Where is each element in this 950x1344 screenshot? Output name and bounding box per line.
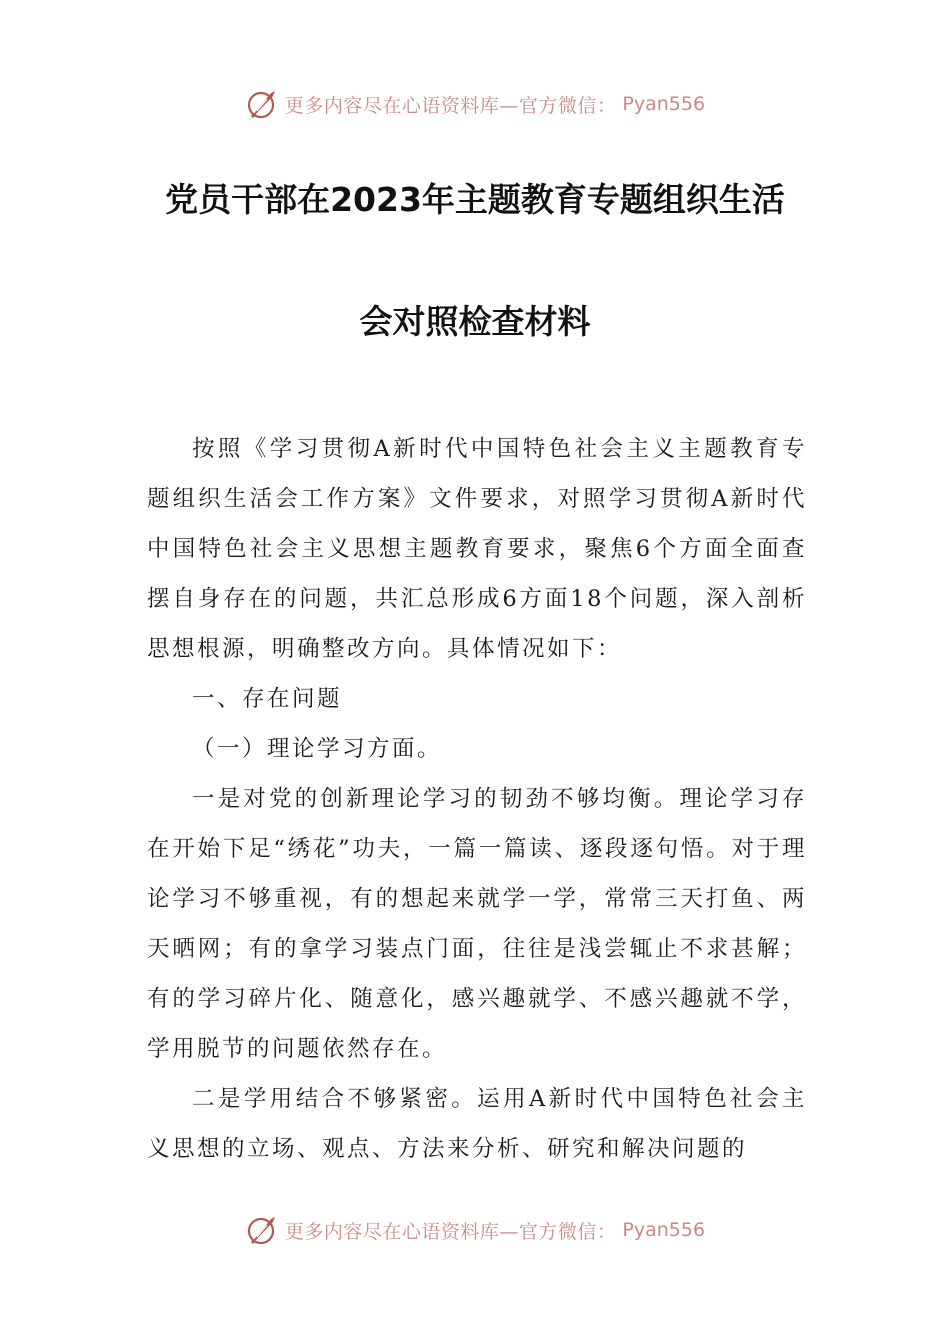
- document-title-line-2: 会对照检查材料: [359, 302, 591, 341]
- body-paragraph: 一是对党的创新理论学习的韧劲不够均衡。理论学习存在开始下足“绣花”功夫，一篇一篇读、逐段逐句悟。对于理论学习不够重视，有的想起来就学一学，常常三天打鱼、两天晒网；有的拿学习装点门面，往往是浅尝辄止不求甚解；有的学习碎片化、随意化，感兴趣就学、不感兴趣就不学，学用脱节的问题依然存在。: [147, 786, 807, 1062]
- section-heading: 一、存在问题: [192, 686, 343, 712]
- watermark-text: 更多内容尽在心语资料库—官方微信：: [284, 94, 617, 117]
- intro-paragraph: 按照《学习贯彻A新时代中国特色社会主义主题教育专题组织生活会工作方案》文件要求，对照学习贯彻A新时代中国特色社会主义思想主题教育要求，聚焦6个方面全面查摆自身存在的问题，共汇总形成6方面18个问题，深入剖析思想根源，明确整改方向。具体情况如下：: [147, 436, 807, 662]
- quill-logo-icon: [245, 87, 279, 121]
- document-body: [147, 424, 807, 1174]
- quill-logo-icon: [245, 1213, 279, 1247]
- watermark-wechat-id: Pyan556: [622, 93, 706, 115]
- subsection-heading: （一）理论学习方面。: [192, 736, 443, 762]
- body-paragraph: 二是学用结合不够紧密。运用A新时代中国特色社会主义思想的立场、观点、方法来分析、研究和解决问题的: [147, 1086, 807, 1162]
- watermark-text: 更多内容尽在心语资料库—官方微信：: [284, 1220, 617, 1243]
- header-watermark: [0, 84, 950, 124]
- footer-watermark: [0, 1210, 950, 1250]
- watermark-wechat-id: Pyan556: [622, 1219, 706, 1241]
- document-title-line-1: 党员干部在2023年主题教育专题组织生活: [165, 180, 785, 219]
